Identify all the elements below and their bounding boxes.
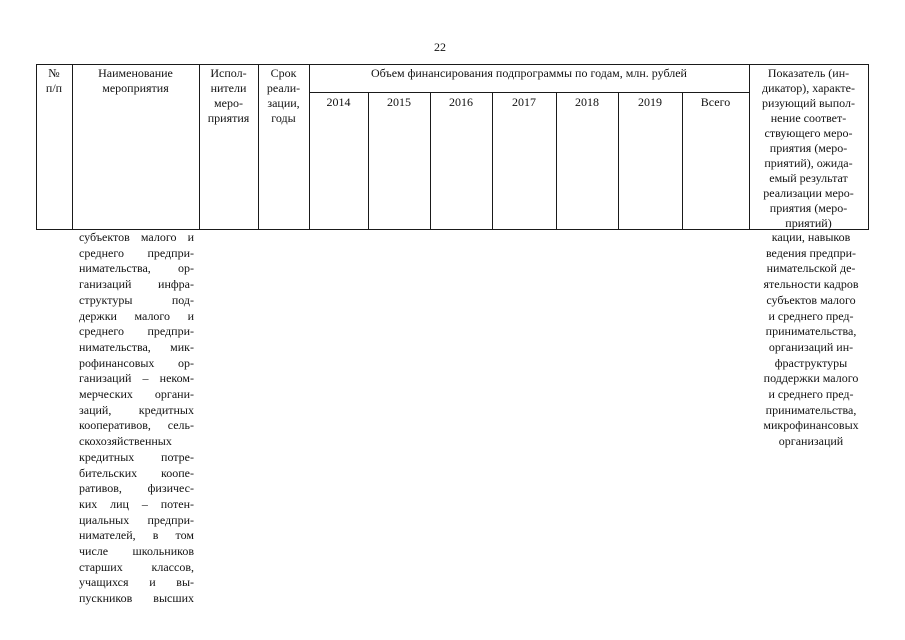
- body-indicator-line: и среднего пред-: [768, 308, 854, 323]
- header-year-2019: 2019: [638, 95, 662, 109]
- body-name-line: кредитных потре-: [79, 449, 194, 464]
- body-name-line: числе школьников: [79, 544, 194, 559]
- body-name-line: субъектов малого и: [79, 230, 194, 244]
- body-name-line: заций, кредитных: [79, 402, 194, 417]
- header-year-2014: 2014: [326, 95, 351, 109]
- body-name-line: рофинансовых ор-: [79, 355, 194, 370]
- body-name-line: держки малого и: [79, 308, 194, 323]
- body-indicator-line: ведения предпри-: [765, 245, 857, 260]
- body-name-line: мерческих органи-: [79, 387, 194, 402]
- border-2016-2017: [492, 92, 493, 230]
- body-name-line: кооперативов, сель-: [79, 418, 194, 433]
- header-funding: Объем финансирования подпрограммы по годам, млн. рублей: [371, 66, 687, 80]
- body-name-line: бительских коопе-: [79, 465, 194, 480]
- body-indicator-cell: [754, 230, 868, 450]
- body-name-line: среднего предпри-: [79, 245, 194, 260]
- border-2015-2016: [430, 92, 431, 230]
- body-indicator-line: поддержки малого: [763, 371, 859, 386]
- header-indicator: Показатель (ин- дикатор), характе- ризующий выпол- нение соответ- ствующего меро- приятия (меро- приятий), ожида- емый результат реализации меро- приятия (меро- приятий): [761, 66, 855, 230]
- body-indicator-line: кации, навыков: [771, 230, 851, 244]
- body-indicator-line: нимательской де-: [766, 261, 856, 276]
- header-executors: Испол- нители меро- приятия: [207, 66, 250, 125]
- body-name-line: скохозяйственных: [79, 434, 172, 449]
- table-top-border: [36, 64, 868, 65]
- border-right: [868, 64, 869, 230]
- header-name: Наименование мероприятия: [98, 66, 173, 95]
- body-indicator-line: микрофинансовых: [763, 418, 859, 433]
- years-header-divider: [309, 92, 749, 93]
- body-name-line: пускников высших: [79, 591, 194, 606]
- body-name-line: старших классов,: [79, 559, 194, 574]
- body-name-line: циальных предпри-: [79, 512, 194, 527]
- body-indicator-line: принимательства,: [765, 324, 857, 339]
- header-year-2017: 2017: [512, 95, 536, 109]
- header-num: № п/п: [45, 66, 63, 95]
- header-term: Срок реали- зации, годы: [266, 66, 301, 125]
- header-year-2015: 2015: [387, 95, 411, 109]
- body-name-line: ративов, физичес-: [79, 481, 194, 496]
- border-2014-2015: [368, 92, 369, 230]
- border-after-term: [309, 64, 310, 230]
- body-indicator-line: ятельности кадров: [763, 277, 859, 292]
- body-name-line: ких лиц – потен-: [79, 496, 194, 511]
- body-indicator-line: и среднего пред-: [768, 387, 854, 402]
- header-year-2018: 2018: [575, 95, 599, 109]
- body-name-line: нимателей, в том: [79, 528, 194, 543]
- header-total: Всего: [700, 95, 731, 109]
- body-indicator-line: принимательства,: [765, 402, 857, 417]
- border-2017-2018: [556, 92, 557, 230]
- body-name-cell: [79, 230, 194, 607]
- body-indicator-line: субъектов малого: [766, 292, 856, 307]
- body-name-line: нимательства, ор-: [79, 261, 194, 276]
- body-indicator-line: фраструктуры: [774, 355, 848, 370]
- border-2019-total: [682, 92, 683, 230]
- body-indicator-line: организаций ин-: [768, 339, 854, 354]
- body-indicator-line: организаций: [778, 434, 844, 449]
- body-name-line: учащихся и вы-: [79, 575, 194, 590]
- body-name-line: ганизаций – неком-: [79, 371, 194, 386]
- body-name-line: среднего предпри-: [79, 324, 194, 339]
- body-name-line: нимательства, мик-: [79, 339, 194, 354]
- header-year-2016: 2016: [449, 95, 473, 109]
- page-number: 22: [434, 40, 446, 54]
- border-2018-2019: [618, 92, 619, 230]
- body-name-line: ганизаций инфра-: [79, 277, 194, 292]
- body-name-line: структуры под-: [79, 292, 194, 307]
